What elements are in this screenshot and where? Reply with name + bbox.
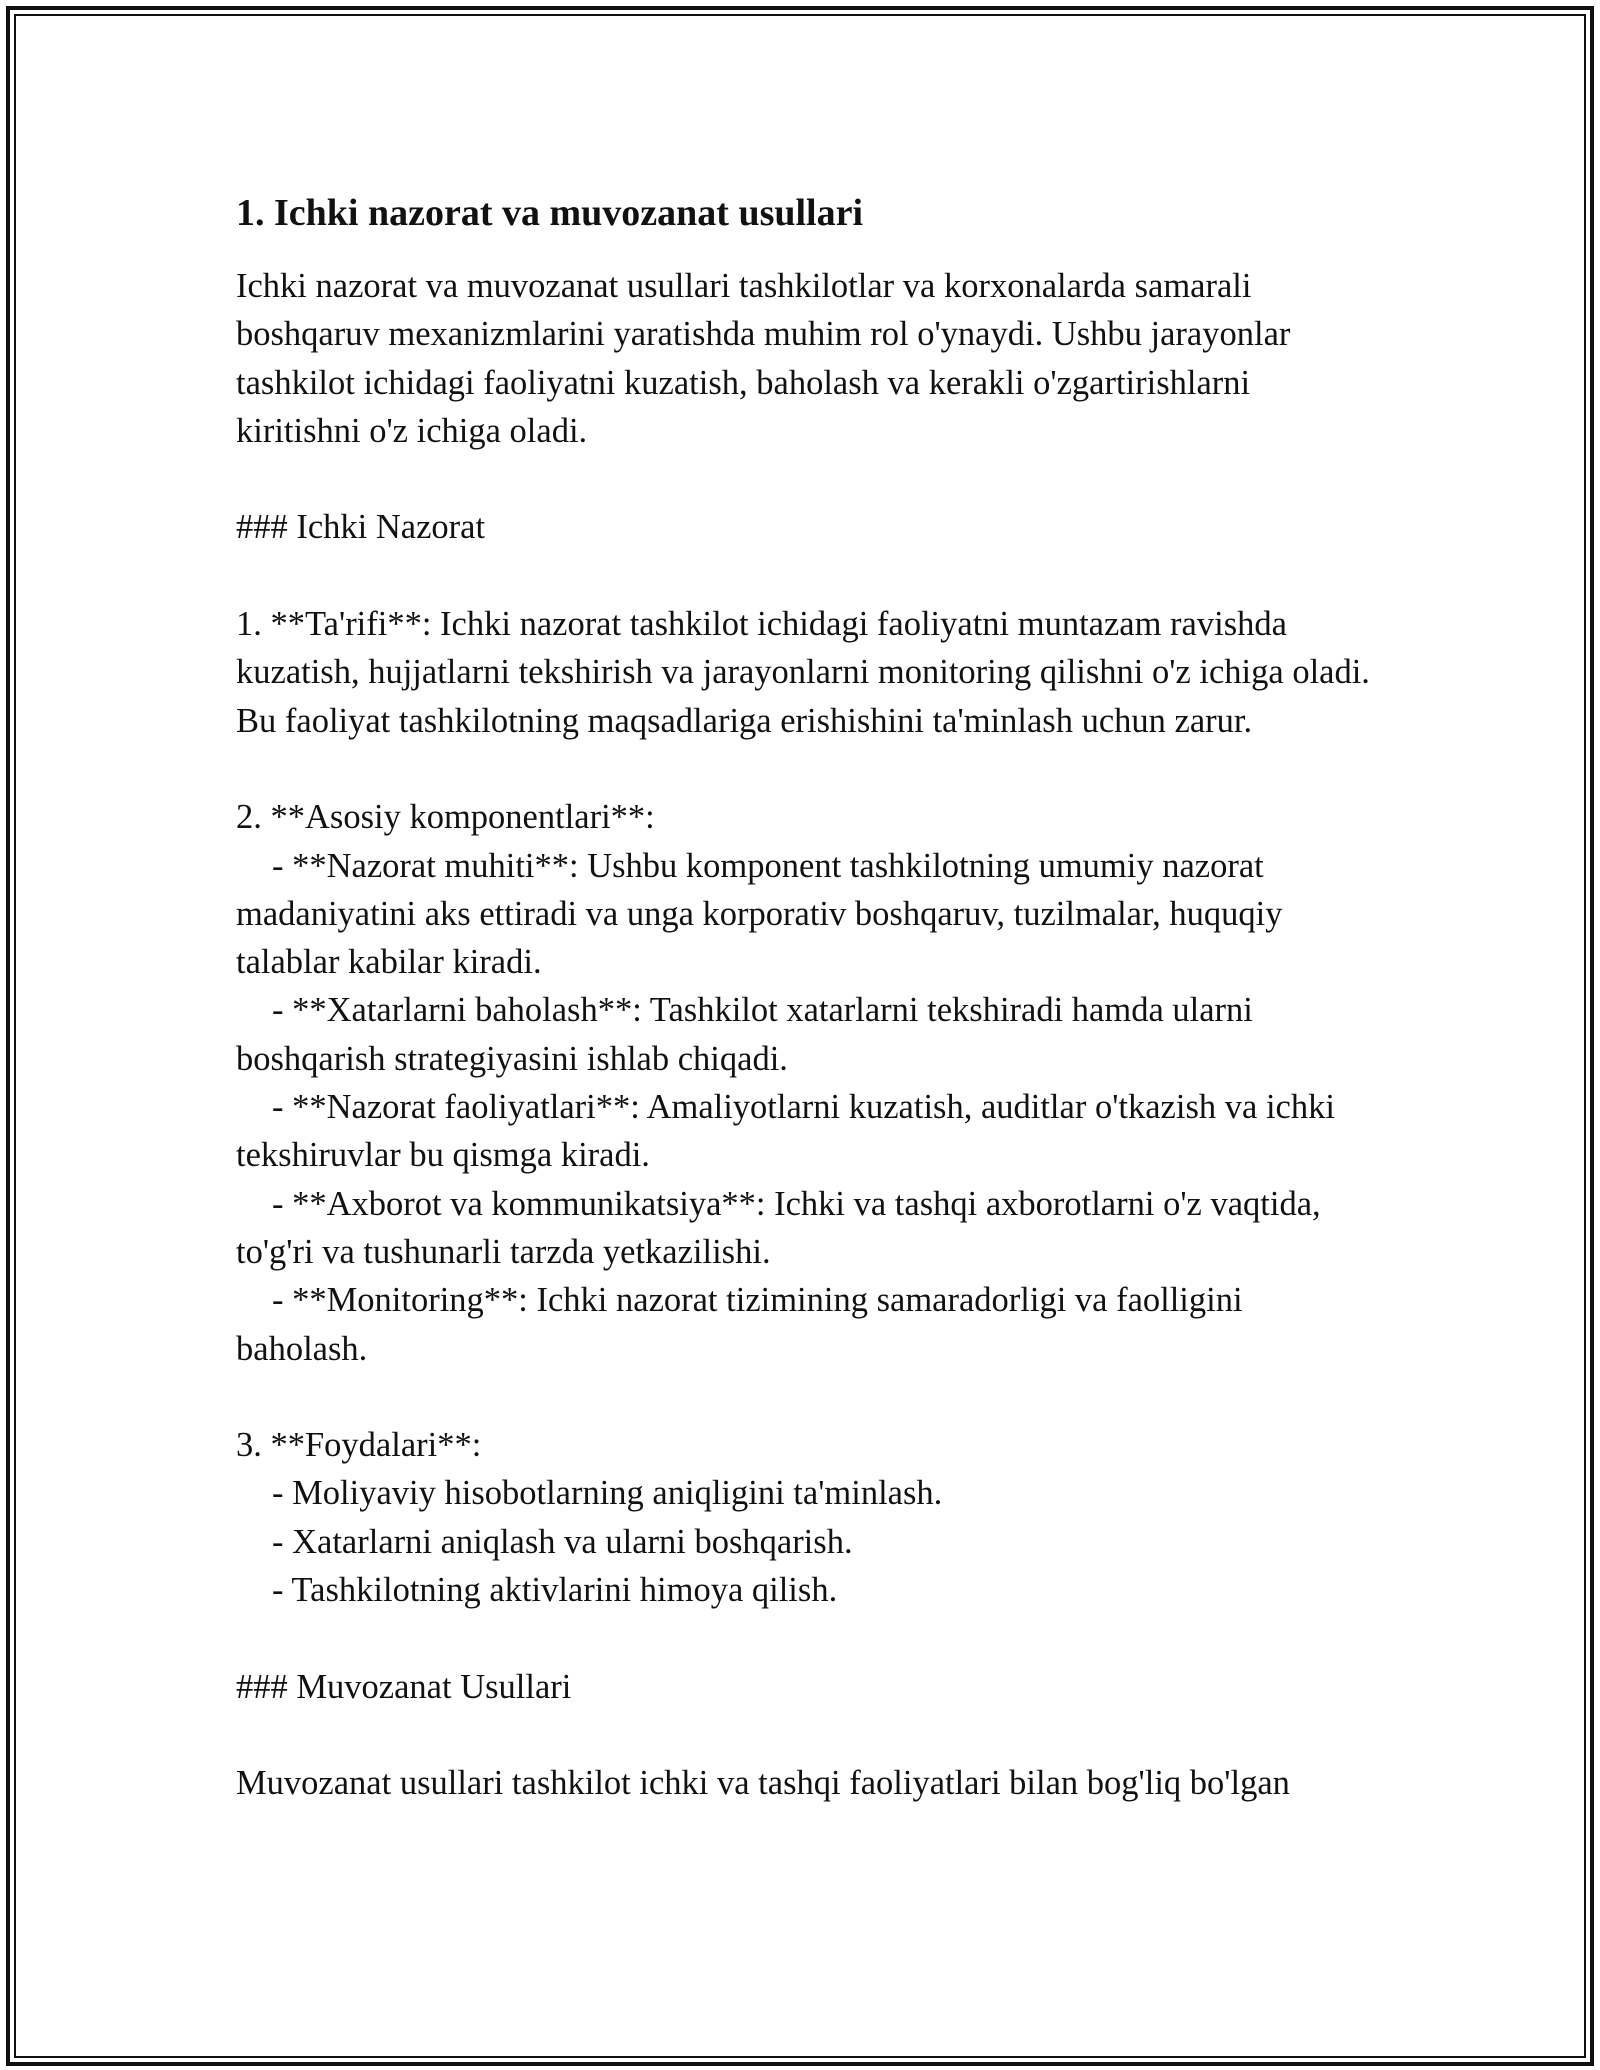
sub-item-first-line: - **Nazorat muhiti**: Ushbu komponent tashkilotning umumiy nazorat xyxy=(272,846,1264,885)
benefit-text: - Moliyaviy hisobotlarning aniqligini ta'minlash. xyxy=(272,1474,943,1513)
benefit-item xyxy=(236,1518,1376,1566)
section-heading-muvozanat-usullari: ### Muvozanat Usullari xyxy=(236,1667,572,1706)
section-heading-ichki-nazorat: ### Ichki Nazorat xyxy=(236,508,486,547)
document-body xyxy=(236,186,1376,1808)
sub-item-continuation: boshqarish strategiyasini ishlab chiqadi. xyxy=(236,1039,788,1078)
document-title: 1. Ichki nazorat va muvozanat usullari xyxy=(236,192,864,234)
sub-item-continuation: vaqtida, to'g'ri va tushunarli tarzda yetkazilishi. xyxy=(236,1184,1321,1271)
closing-paragraph: Muvozanat usullari tashkilot ichki va tashqi faoliyatlari bilan bog'liq bo'lgan xyxy=(236,1764,1290,1803)
sub-item-nazorat-faoliyatlari xyxy=(236,1083,1376,1180)
sub-item-xatarlarni-baholash xyxy=(236,986,1376,1083)
benefit-item xyxy=(236,1469,1376,1517)
sub-item-continuation: ichki tekshiruvlar bu qismga kiradi. xyxy=(236,1088,1335,1175)
benefit-text: - Tashkilotning aktivlarini himoya qilish. xyxy=(272,1571,838,1610)
sub-item-continuation: madaniyatini aks ettiradi va unga korporativ boshqaruv, tuzilmalar, huquqiy talablar kabilar kiradi. xyxy=(236,894,1283,982)
sub-item-first-line: - **Nazorat faoliyatlari**: Amaliyotlarni kuzatish, auditlar o'tkazish va xyxy=(272,1088,1258,1127)
sub-item-nazorat-muhiti xyxy=(236,842,1376,987)
sub-item-monitoring xyxy=(236,1276,1376,1373)
list-item-foydalari: 3. **Foydalari**: xyxy=(236,1426,482,1465)
sub-item-first-line: - **Axborot va kommunikatsiya**: Ichki va tashqi axborotlarni o'z xyxy=(272,1184,1202,1223)
benefit-item xyxy=(236,1566,1376,1614)
sub-item-first-line: - **Monitoring**: Ichki nazorat tizimining samaradorligi va faolligini xyxy=(272,1281,1243,1320)
intro-paragraph: Ichki nazorat va muvozanat usullari tashkilotlar va korxonalarda samarali boshqaruv mexanizmlarini yaratishda muhim rol o'ynaydi. Ushbu jarayonlar tashkilot ichidagi faoliyatni kuzatish, baholash va kerakli o'zgartirishlarni kiritishni o'z ichiga oladi. xyxy=(236,267,1291,450)
list-item-tarifi: 1. **Ta'rifi**: Ichki nazorat tashkilot ichidagi faoliyatni muntazam ravishda kuzatish, hujjatlarni tekshirish va jarayonlarni monitoring qilishni o'z ichiga oladi. Bu faoliyat tashkilotning maqsadlariga erishishini ta'minlash uchun zarur. xyxy=(236,605,1370,740)
sub-item-continuation: baholash. xyxy=(236,1329,368,1368)
sub-item-axborot-va-kommunikatsiya xyxy=(236,1180,1376,1277)
benefit-text: - Xatarlarni aniqlash va ularni boshqarish. xyxy=(272,1522,853,1561)
sub-item-first-line: - **Xatarlarni baholash**: Tashkilot xatarlarni tekshiradi hamda ularni xyxy=(272,991,1253,1030)
list-item-asosiy-komponentlari: 2. **Asosiy komponentlari**: xyxy=(236,798,655,837)
